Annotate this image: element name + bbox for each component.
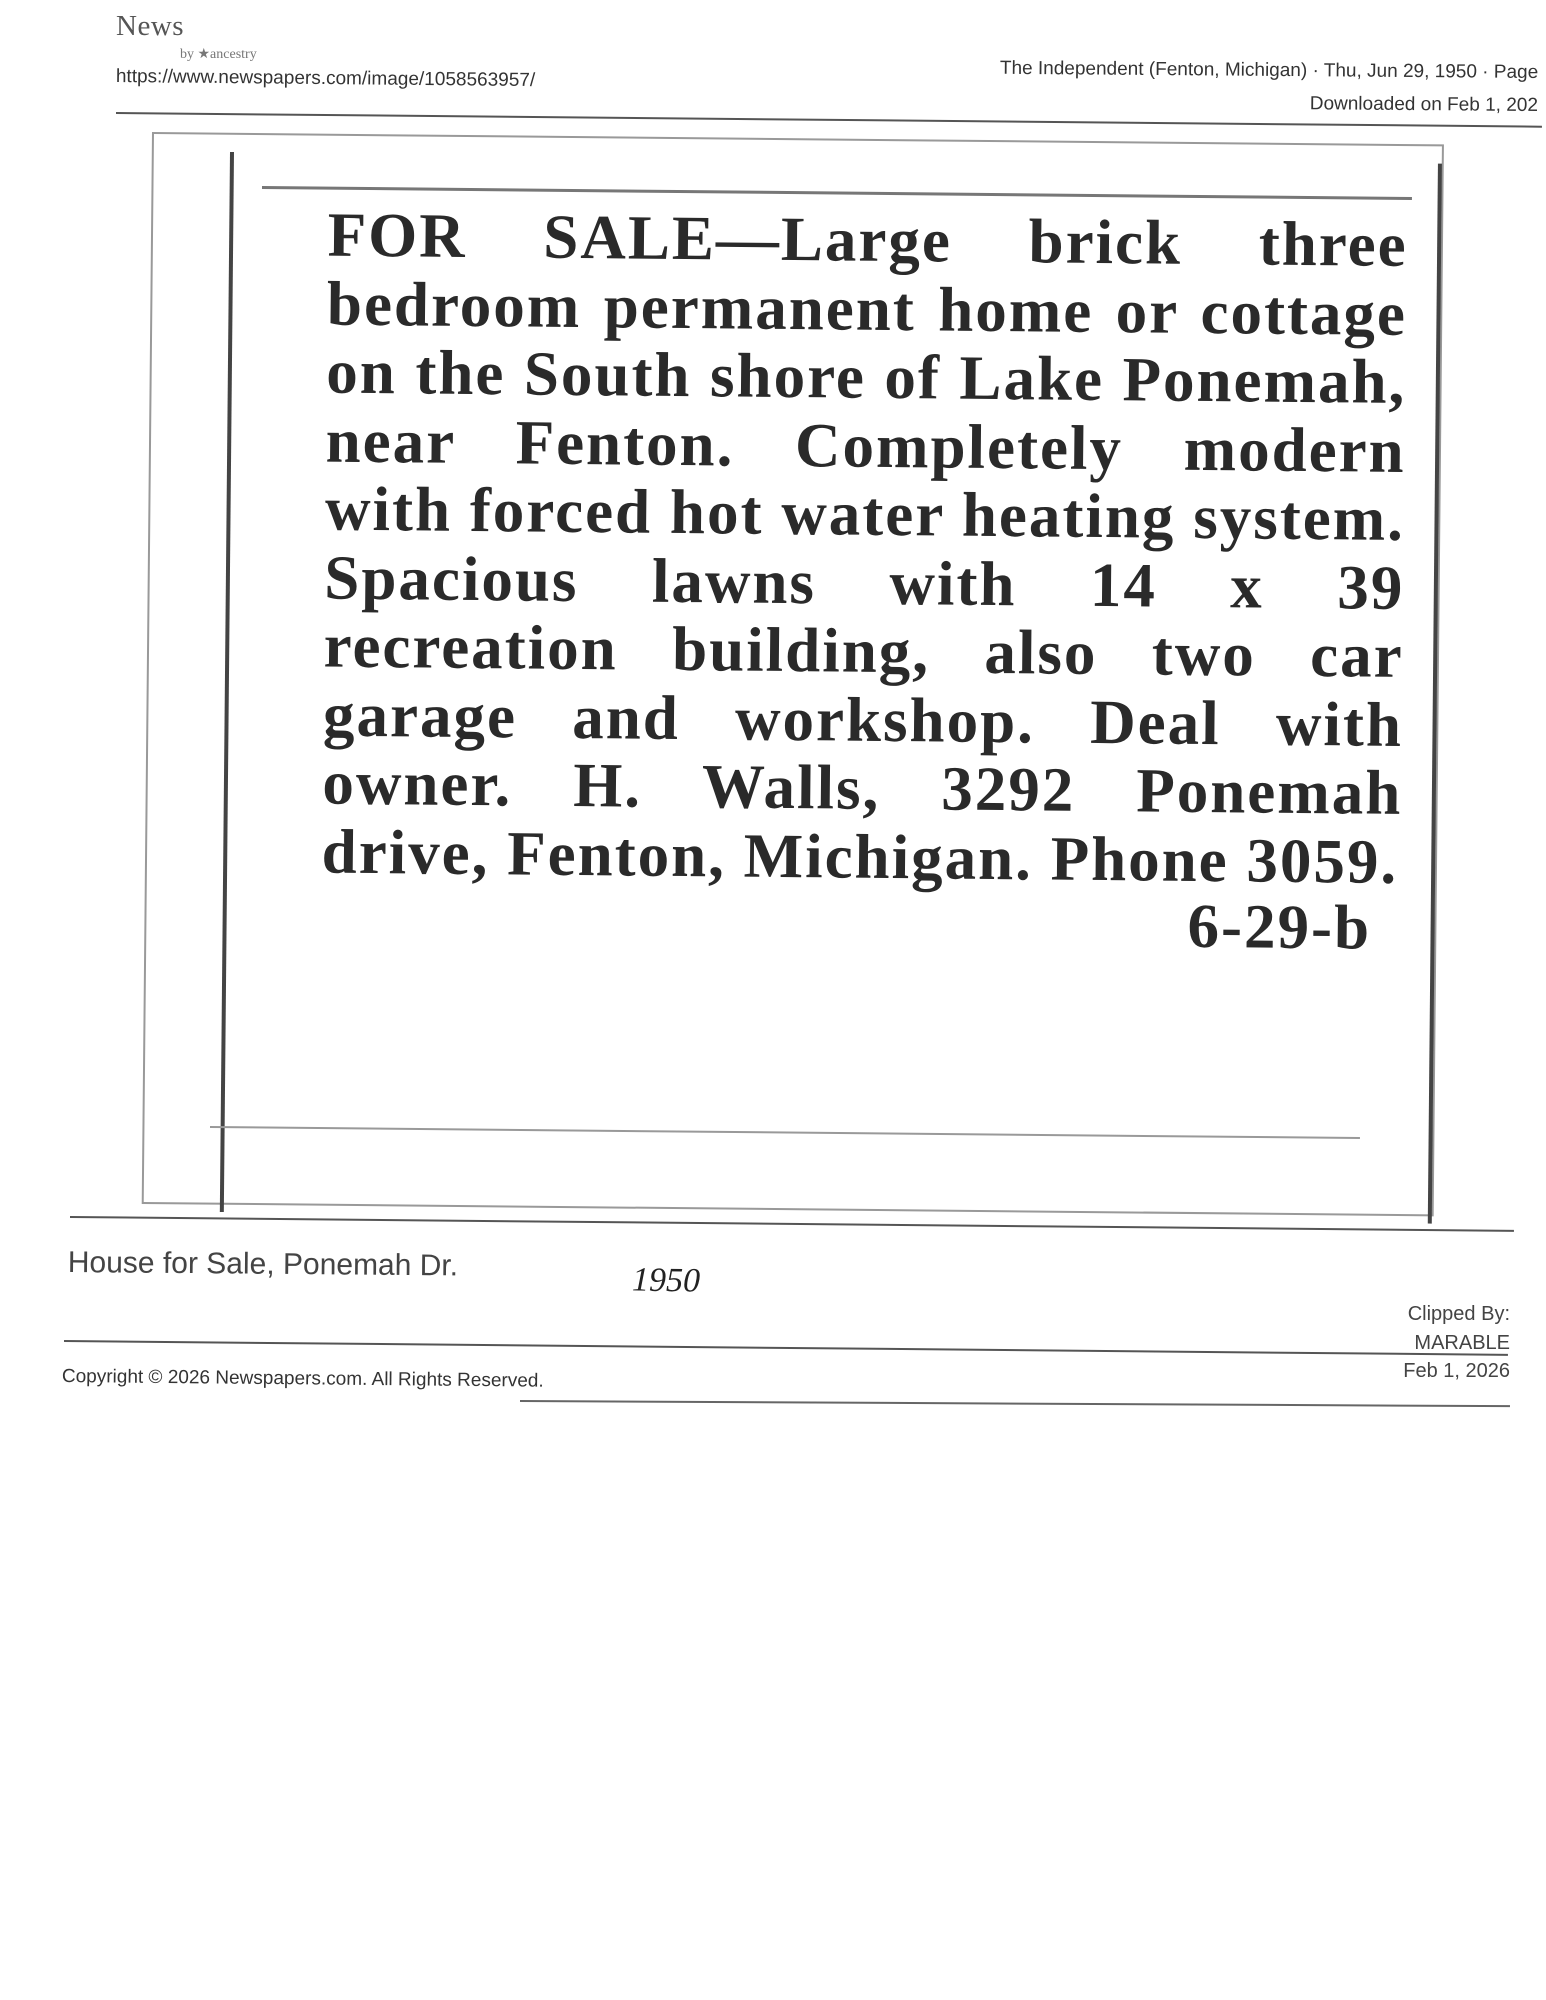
clipped-by-info <box>1403 1300 1510 1386</box>
logo-byline: by ★ancestry <box>180 47 257 62</box>
ad-code: 6-29-b <box>1187 890 1372 963</box>
copyright-notice: Copyright © 2026 Newspapers.com. All Rights Reserved. <box>61 1366 544 1392</box>
publication-line: The Independent (Fenton, Michigan) · Thu, Jun 29, 1950 · Page <box>999 57 1538 83</box>
newspapers-logo <box>116 10 257 62</box>
clipped-by-label: Clipped By: <box>1407 1303 1510 1325</box>
classified-ad <box>261 200 1408 962</box>
copyright-rule <box>520 1400 1510 1407</box>
handwritten-year: 1950 <box>631 1261 701 1300</box>
clipped-date: Feb 1, 2026 <box>1403 1360 1510 1382</box>
clipped-by-user[interactable]: MARABLE <box>1414 1331 1510 1354</box>
publication-info <box>999 52 1538 122</box>
logo-text: News <box>116 10 185 42</box>
downloaded-line: Downloaded on Feb 1, 202 <box>1309 93 1538 116</box>
footer-rule <box>64 1340 1508 1356</box>
clip-caption: House for Sale, Ponemah Dr. <box>67 1246 459 1283</box>
source-url[interactable]: https://www.newspapers.com/image/1058563957/ <box>115 66 536 92</box>
ad-body: FOR SALE—Large brick three bedroom permanent home or cottage on the South shore of Lake Ponemah, near Fenton. Completely modern with forced hot water heating system. Spacious lawns with 14 x 39 recreation building, also two car garage and workshop. Deal with owner. H. Walls, 3292 Ponemah drive, Fenton, Michigan. Phone 3059. <box>321 199 1408 897</box>
